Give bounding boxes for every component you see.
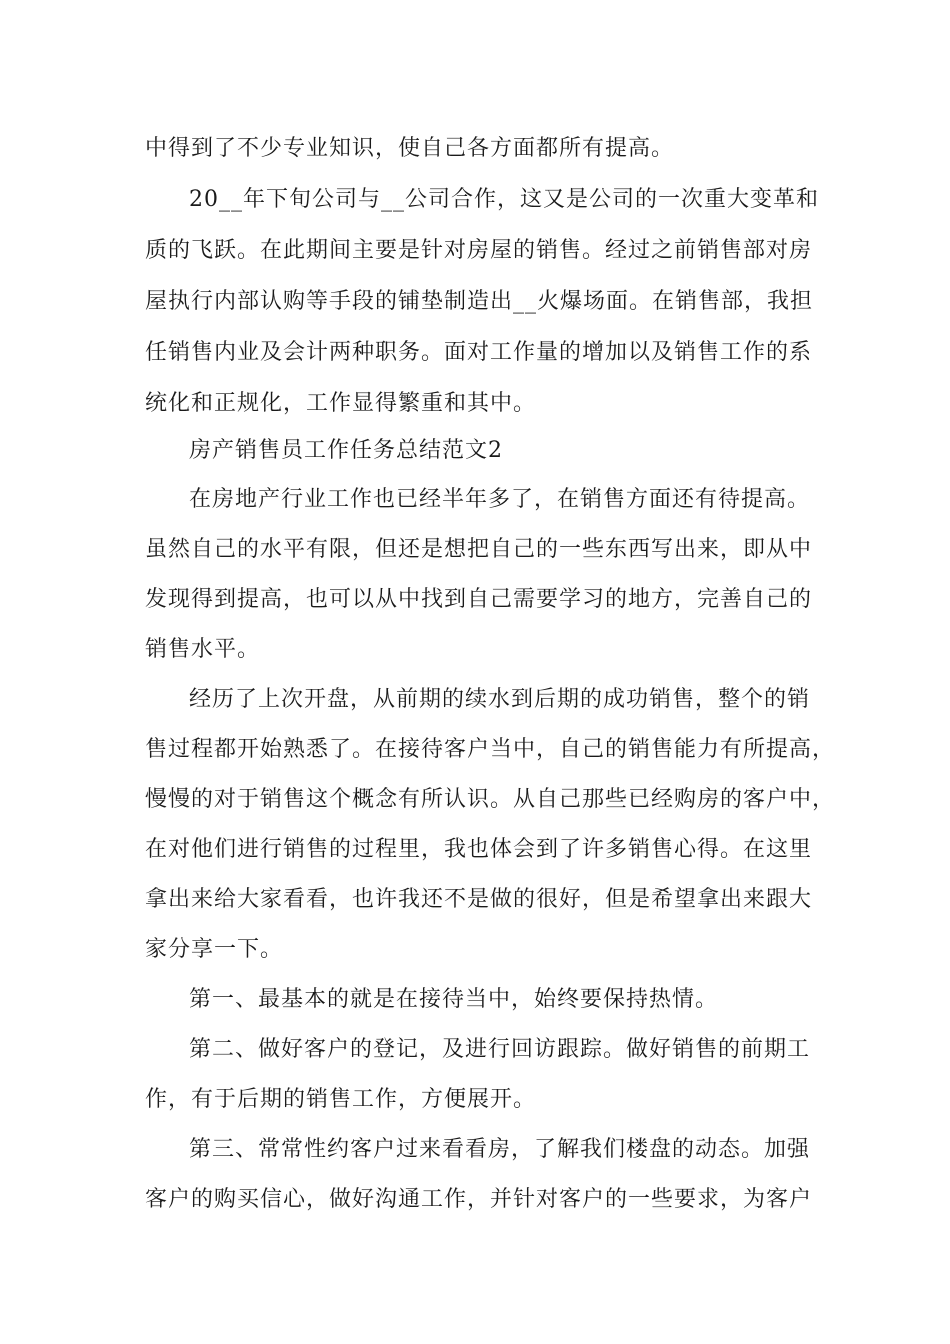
text-line: 家分享一下。 [145,937,284,962]
text-line: 虽然自己的水平有限，但还是想把自己的一些东西写出来，即从中 [145,537,813,562]
text-line: 售过程都开始熟悉了。在接待客户当中，自己的销售能力有所提高， [145,737,836,762]
text-line: 统化和正规化，工作显得繁重和其中。 [145,391,537,416]
text-line: 任销售内业及会计两种职务。面对工作量的增加以及销售工作的系 [145,340,813,365]
text-line: 在房地产行业工作也已经半年多了，在销售方面还有待提高。 [189,487,811,512]
text-line: 质的飞跃。在此期间主要是针对房屋的销售。经过之前销售部对房 [145,238,813,263]
text-line: 第一、最基本的就是在接待当中，始终要保持热情。 [189,987,719,1012]
text-line: 在对他们进行销售的过程里，我也体会到了许多销售心得。在这里 [145,837,813,862]
text-line: 经历了上次开盘，从前期的续水到后期的成功销售，整个的销 [189,687,811,712]
text-line: 屋执行内部认购等手段的铺垫制造出__火爆场面。在销售部，我担 [145,289,814,314]
text-line: 发现得到提高，也可以从中找到自己需要学习的地方，完善自己的 [145,587,813,612]
text-line: 中得到了不少专业知识，使自己各方面都所有提高。 [145,136,675,161]
text-line: 拿出来给大家看看，也许我还不是做的很好，但是希望拿出来跟大 [145,887,813,912]
text-line: 客户的购买信心，做好沟通工作，并针对客户的一些要求，为客户 [145,1187,813,1212]
text-line: 第三、常常性约客户过来看看房，了解我们楼盘的动态。加强 [189,1137,811,1162]
text-line: 慢慢的对于销售这个概念有所认识。从自己那些已经购房的客户中， [145,787,836,812]
text-line: 销售水平。 [145,637,261,662]
text-line: 第二、做好客户的登记，及进行回访跟踪。做好销售的前期工 [189,1037,811,1062]
text-line: 20__年下旬公司与__公司合作，这又是公司的一次重大变革和 [189,187,819,212]
section-heading: 房产销售员工作任务总结范文2 [189,438,503,463]
text-line: 作，有于后期的销售工作，方便展开。 [145,1087,537,1112]
